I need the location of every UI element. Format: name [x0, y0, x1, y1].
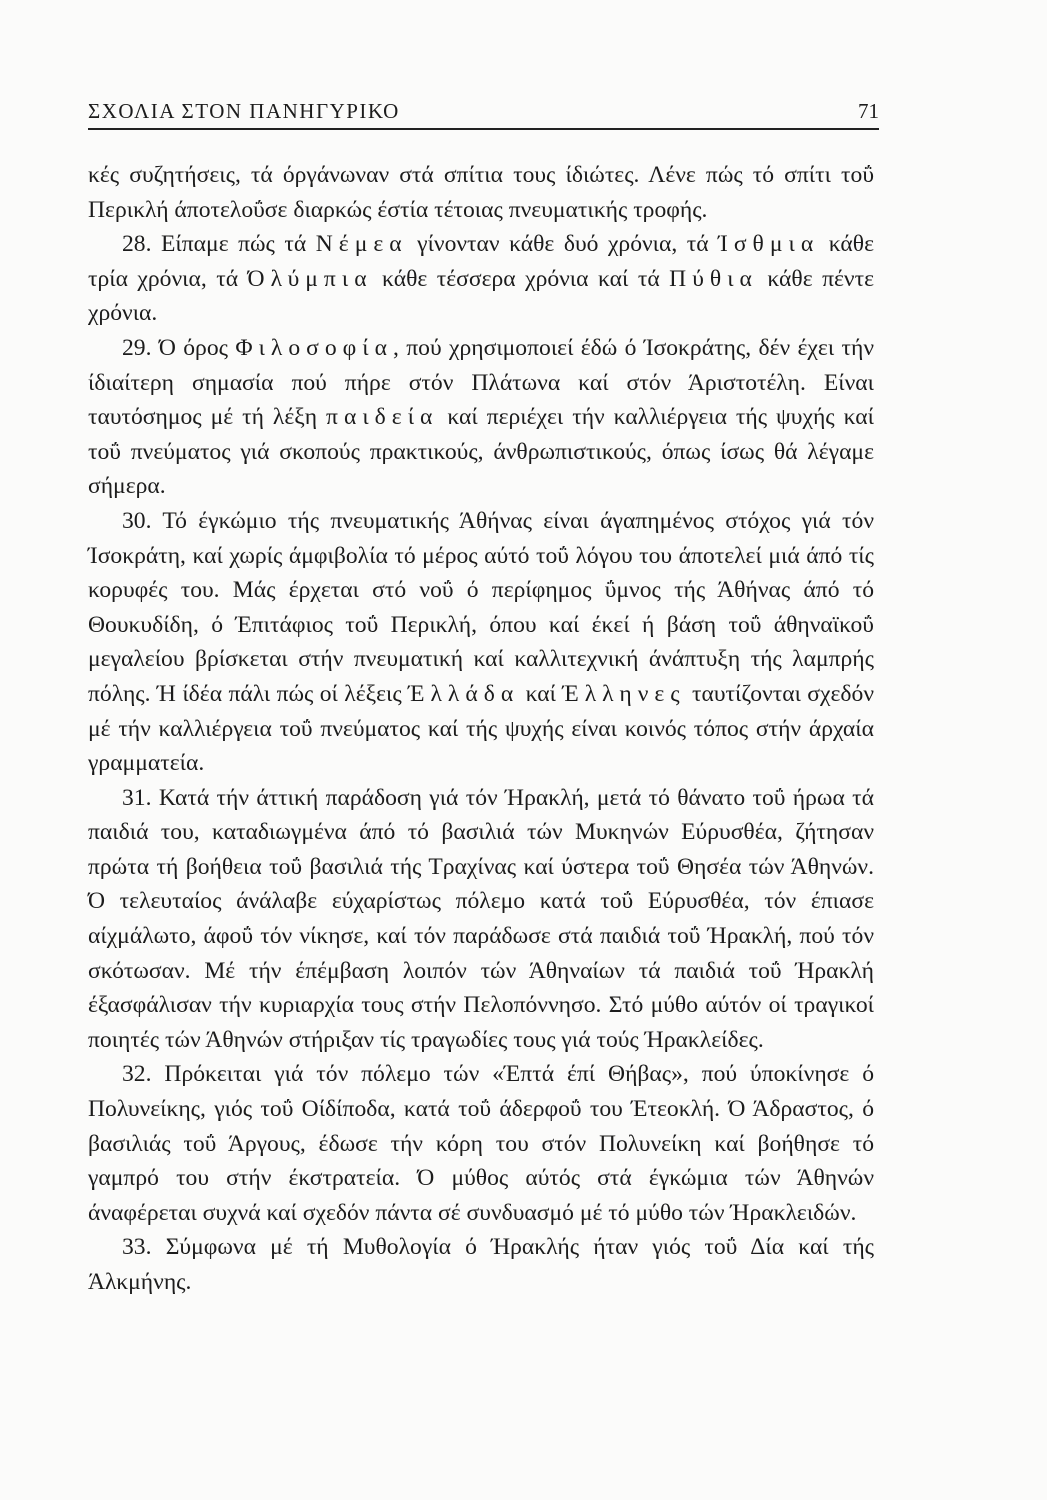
note-text: ταυτίζονται σχεδόν μέ τήν καλλιέργεια τοΰ πνεύματος καί τής ψυχής είναι κοινός τόπος στήν άρχαία γραμματεία. [88, 680, 874, 777]
note-text: Είπαμε πώς τά [161, 231, 316, 258]
running-head-title: ΣΧΟΛΙΑ ΣΤΟΝ ΠΑΝΗΓΥΡΙΚΟ [88, 99, 400, 123]
note-text: Ό όρος [158, 334, 236, 361]
note-text: Σύμφωνα μέ τή Μυθολογία ό Ήρακλής ήταν γιός τοΰ Δία καί τής Άλκμήνης. [88, 1234, 874, 1295]
paragraph-continuation [88, 158, 874, 227]
note-text: καί [519, 680, 563, 707]
note-32 [88, 1057, 874, 1230]
note-number: 28. [122, 231, 152, 258]
note-text: κάθε τρία χρόνια, τά [88, 231, 874, 292]
running-head [88, 92, 879, 130]
spaced-term: Φιλοσοφία [235, 334, 394, 361]
spaced-term: Όλύμπια [247, 265, 373, 292]
note-text: κάθε πέντε χρόνια. [88, 265, 874, 327]
page-number: 71 [858, 99, 879, 123]
spaced-term: Νέμεα [315, 231, 408, 258]
note-text: Κατά τήν άττική παράδοση γιά τόν Ήρακλή, μετά τό θάνατο τοΰ ήρωα τά παιδιά του, καταδιωγμένα άπό τό βασιλιά τών Μυκηνών Εύρυσθέα, ζήτησαν πρώτα τή βοήθεια τοΰ βασιλιά τής Τραχίνας καί ύστερα τοΰ Θησέα τών Άθηνών. Ό τελευταίος άνάλαβε εύχαρίστως πόλεμο κατά τοΰ Εύρυσθέα, τόν έπιασε αίχμάλωτο, άφοΰ τόν νίκησε, καί τόν παράδωσε στά παιδιά τοΰ Ήρακλή, πού τόν σκότωσαν. Μέ τήν έπέμβαση λοιπόν τών Άθηναίων τά παιδιά τοΰ Ήρακλή έξασφάλισαν τήν κυριαρχία τους στήν Πελοπόννησο. Στό μύθο αύτόν οί τραγικοί ποιητές τών Άθηνών στήριξαν τίς τραγωδίες τους γιά τούς Ήρακλείδες. [88, 784, 874, 1053]
paragraph-text: κές συζητήσεις, τά όργάνωναν στά σπίτια τους ίδιώτες. Λένε πώς τό σπίτι τοΰ Περικλή άποτελοΰσε διαρκώς έστία τέτοιας πνευματικής τροφής. [88, 162, 874, 223]
spaced-term: Πύθια [669, 265, 758, 292]
note-31 [88, 781, 874, 1058]
body-text [88, 158, 874, 1300]
note-number: 29. [122, 334, 152, 361]
note-number: 32. [122, 1061, 152, 1088]
note-text: γίνονταν κάθε δυό χρόνια, τά [407, 231, 719, 258]
note-number: 31. [122, 784, 152, 811]
note-number: 30. [122, 507, 152, 534]
note-text: καί περιέχει τήν καλλιέργεια τής ψυχής καί τοΰ πνεύματος γιά σκοπούς πρακτικούς, άνθρωπιστικούς, όπως ίσως θά λέγαμε σήμερα. [88, 404, 874, 500]
note-text: Τό έγκώμιο τής πνευματικής Άθήνας είναι άγαπημένος στόχος γιά τόν Ίσοκράτη, καί χωρίς άμφιβολία τό μέρος αύτό τοΰ λόγου του άποτελεί μιά άπό τίς κορυφές του. Μάς έρχεται στό νοΰ ό περίφημος ΰμνος τής Άθήνας άπό τό Θουκυδίδη, ό Έπιτάφιος τοΰ Περικλή, όπου καί έκεί ή βάση τοΰ άθηναϊκοΰ μεγαλείου βρίσκεται στήν πνευματική καί καλλιτεχνική άνάπτυξη τής λαμπρής πόλης. Ή ίδέα πάλι πώς οί λέξεις [88, 507, 874, 707]
note-text: , πού χρησιμοποιεί έδώ ό Ίσοκράτης, δέν έχει τήν ίδιαίτερη σημασία πού πήρε στόν Πλάτωνα καί στόν Άριστοτέλη. Είναι ταυτόσημος μέ τή λέξη [88, 334, 875, 431]
note-30 [88, 504, 874, 781]
note-33 [88, 1230, 874, 1299]
spaced-term: Ίσθμια [718, 231, 820, 258]
note-text: Πρόκειται γιά τόν πόλεμο τών «Έπτά έπί Θήβας», πού ύποκίνησε ό Πολυνείκης, γιός τοΰ Οίδίποδα, κατά τοΰ άδερφοΰ του Έτεοκλή. Ό Άδραστος, ό βασιλιάς τοΰ Άργους, έδωσε τήν κόρη του στόν Πολυνείκη καί βοήθησε τό γαμπρό του στήν έκστρατεία. Ό μύθος αύτός στά έγκώμια τών Άθηνών άναφέρεται συχνά καί σχεδόν πάντα σέ συνδυασμό μέ τό μύθο τών Ήρακλειδών. [88, 1061, 874, 1226]
note-29 [88, 331, 874, 504]
note-number: 33. [122, 1234, 152, 1261]
spaced-term: Έλληνες [562, 680, 686, 707]
note-28 [88, 227, 874, 331]
note-text: κάθε τέσσερα χρόνια καί τά [372, 265, 670, 292]
spaced-term: Έλλάδα [408, 680, 520, 707]
spaced-term: παιδεία [326, 404, 439, 431]
